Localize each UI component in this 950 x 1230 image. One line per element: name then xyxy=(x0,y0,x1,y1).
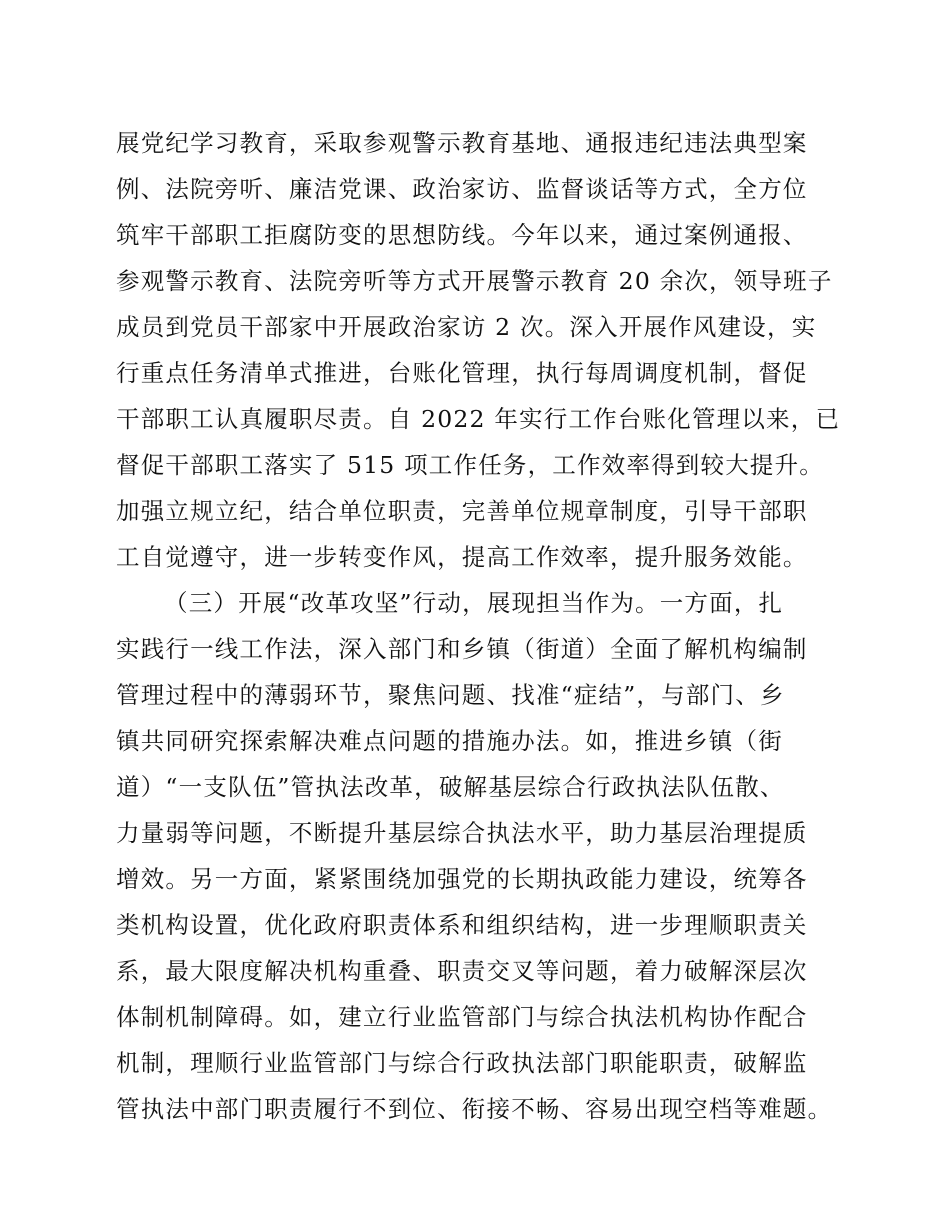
text-line: 体制机制障碍。如，建立行业监管部门与综合执法机构协作配合 xyxy=(116,1003,808,1031)
text-line: 机制，理顺行业监管部门与综合行政执法部门职能职责，破解监 xyxy=(116,1049,808,1077)
text-line: 例、法院旁听、廉洁党课、政治家访、监督谈话等方式，全方位 xyxy=(116,175,808,203)
text-line: 管理过程中的薄弱环节，聚焦问题、找准“症结”，与部门、乡 xyxy=(116,681,785,709)
text-line: 督促干部职工落实了 515 项工作任务，工作效率得到较大提升。 xyxy=(116,451,824,479)
text-line: 成员到党员干部家中开展政治家访 2 次。深入开展作风建设，实 xyxy=(116,313,817,341)
text-line: 镇共同研究探索解决难点问题的措施办法。如，推进乡镇（街 xyxy=(116,727,783,755)
text-line: 干部职工认真履职尽责。自 2022 年实行工作台账化管理以来，已 xyxy=(116,405,841,433)
body-text xyxy=(116,120,841,1132)
text-line: 管执法中部门职责履行不到位、衔接不畅、容易出现空档等难题。 xyxy=(116,1095,833,1123)
text-line: 筑牢干部职工拒腐防变的思想防线。今年以来，通过案例通报、 xyxy=(116,221,808,249)
text-line: 展党纪学习教育，采取参观警示教育基地、通报违纪违法典型案 xyxy=(116,129,808,157)
text-line: 工自觉遵守，进一步转变作风，提高工作效率，提升服务效能。 xyxy=(116,543,808,571)
text-line: 增效。另一方面，紧紧围绕加强党的长期执政能力建设，统筹各 xyxy=(116,865,808,893)
text-line: 力量弱等问题，不断提升基层综合执法水平，助力基层治理提质 xyxy=(116,819,808,847)
text-line: 系，最大限度解决机构重叠、职责交叉等问题，着力破解深层次 xyxy=(116,957,808,985)
text-line: 行重点任务清单式推进，台账化管理，执行每周调度机制，督促 xyxy=(116,359,808,387)
section-heading-line: （三）开展“改革攻坚”行动，展现担当作为。一方面，扎 xyxy=(164,589,784,617)
text-line: 加强立规立纪，结合单位职责，完善单位规章制度，引导干部职 xyxy=(116,497,808,525)
text-line: 实践行一线工作法，深入部门和乡镇（街道）全面了解机构编制 xyxy=(116,635,808,663)
text-line: 参观警示教育、法院旁听等方式开展警示教育 20 余次，领导班子 xyxy=(116,267,833,295)
text-line: 类机构设置，优化政府职责体系和组织结构，进一步理顺职责关 xyxy=(116,911,808,939)
text-line: 道）“一支队伍”管执法改革，破解基层综合行政执法队伍散、 xyxy=(116,773,785,801)
